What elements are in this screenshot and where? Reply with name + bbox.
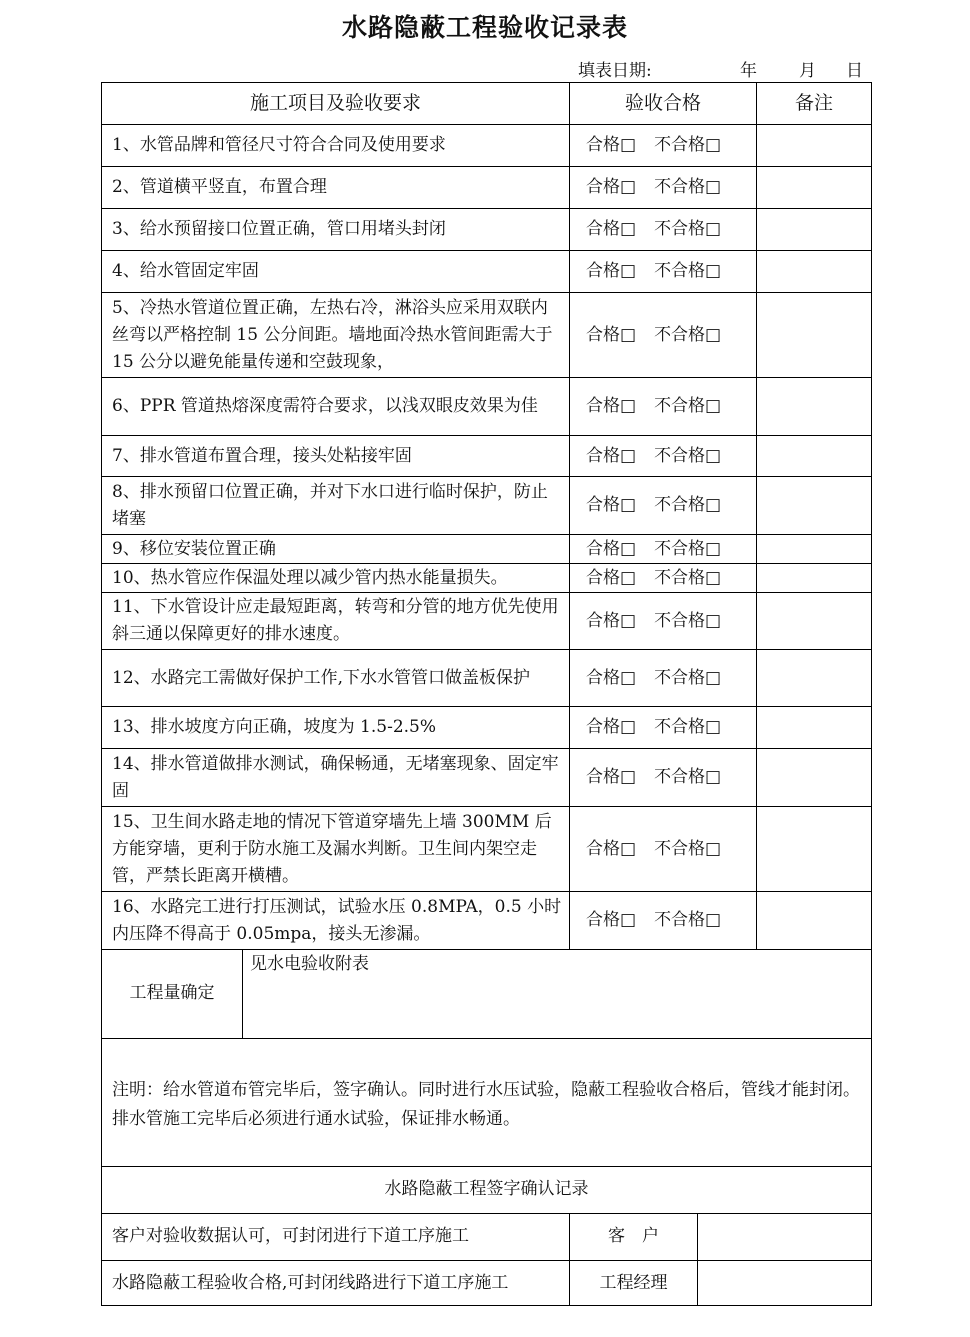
requirement-text: 13、排水坡度方向正确，坡度为 1.5-2.5% (112, 717, 437, 737)
pass-checkbox[interactable]: 合格□ (586, 567, 637, 588)
remarks-field[interactable] (757, 251, 871, 292)
remarks-field[interactable] (757, 650, 871, 706)
pass-checkbox[interactable]: 合格□ (586, 610, 637, 631)
fail-checkbox[interactable]: 不合格□ (654, 495, 722, 515)
remarks-field[interactable] (757, 593, 871, 649)
customer-role: 客 户 (608, 1226, 659, 1246)
signature-title: 水路隐蔽工程签字确认记录 (384, 1179, 589, 1199)
pass-checkbox[interactable]: 合格□ (586, 538, 637, 559)
fail-checkbox[interactable]: 不合格□ (654, 767, 722, 787)
fail-checkbox[interactable]: 不合格□ (654, 261, 722, 281)
remarks-field[interactable] (757, 167, 871, 208)
remarks-field[interactable] (757, 707, 871, 748)
requirement-text: 7、排水管道布置合理，接头处粘接牢固 (112, 445, 412, 466)
pass-checkbox[interactable]: 合格□ (586, 495, 637, 515)
pass-checkbox[interactable]: 合格□ (586, 135, 637, 155)
customer-statement: 客户对验收数据认可，可封闭进行下道工序施工 (112, 1226, 469, 1246)
fail-checkbox[interactable]: 不合格□ (654, 838, 722, 859)
fill-date-label: 填表日期: (578, 61, 652, 81)
fail-checkbox[interactable]: 不合格□ (654, 177, 722, 197)
remarks-field[interactable] (757, 293, 871, 377)
remarks-field[interactable] (757, 564, 871, 592)
requirement-text: 12、水路完工需做好保护工作,下水水管管口做盖板保护 (112, 667, 531, 688)
table-grid-line (242, 949, 243, 1038)
remarks-field[interactable] (757, 125, 871, 166)
result-options (586, 167, 756, 208)
result-options (586, 892, 756, 949)
requirement-text: 16、水路完工进行打压测试，试验水压 0.8MPA，0.5 小时内压降不得高于 0.05mpa，接头无渗漏。 (112, 896, 562, 944)
result-options (586, 293, 756, 377)
requirement-text: 1、水管品牌和管径尺寸符合合同及使用要求 (112, 135, 446, 155)
pass-checkbox[interactable]: 合格□ (586, 910, 637, 930)
result-options (586, 378, 756, 435)
header-result: 验收合格 (624, 91, 701, 114)
manager-signature-field[interactable] (698, 1261, 870, 1305)
manager-role: 工程经理 (599, 1272, 668, 1293)
result-options (586, 477, 756, 534)
pass-checkbox[interactable]: 合格□ (586, 717, 637, 737)
result-options (586, 125, 756, 166)
result-options (586, 251, 756, 292)
remarks-field[interactable] (757, 535, 871, 563)
quantity-label: 工程量确定 (129, 983, 215, 1003)
remarks-field[interactable] (757, 807, 871, 891)
fail-checkbox[interactable]: 不合格□ (654, 567, 722, 588)
result-options (586, 749, 756, 806)
pass-checkbox[interactable]: 合格□ (586, 261, 637, 281)
result-options (586, 564, 756, 592)
fail-checkbox[interactable]: 不合格□ (654, 610, 722, 631)
header-items: 施工项目及验收要求 (249, 91, 421, 114)
requirement-text: 6、PPR 管道热熔深度需符合要求，以浅双眼皮效果为佳 (112, 396, 538, 416)
page-title: 水路隐蔽工程验收记录表 (341, 13, 628, 42)
requirement-text: 10、热水管应作保温处理以减少管内热水能量损失。 (112, 567, 508, 588)
pass-checkbox[interactable]: 合格□ (586, 177, 637, 197)
header-remarks: 备注 (794, 91, 833, 114)
requirement-text: 4、给水管固定牢固 (112, 261, 259, 281)
pass-checkbox[interactable]: 合格□ (586, 396, 637, 416)
fail-checkbox[interactable]: 不合格□ (654, 667, 722, 688)
fail-checkbox[interactable]: 不合格□ (654, 396, 722, 416)
fail-checkbox[interactable]: 不合格□ (654, 445, 722, 466)
remarks-field[interactable] (757, 209, 871, 250)
result-options (586, 593, 756, 649)
month-label: 月 (799, 61, 816, 81)
remarks-field[interactable] (757, 378, 871, 435)
quantity-value: 见水电验收附表 (250, 954, 369, 974)
requirement-text: 11、下水管设计应走最短距离，转弯和分管的地方优先使用斜三通以保障更好的排水速度。 (112, 597, 559, 644)
table-grid-line (569, 82, 570, 949)
fail-checkbox[interactable]: 不合格□ (654, 717, 722, 737)
result-options (586, 807, 756, 891)
pass-checkbox[interactable]: 合格□ (586, 667, 637, 688)
fail-checkbox[interactable]: 不合格□ (654, 135, 722, 155)
day-label: 日 (846, 61, 863, 81)
note-text: 注明：给水管道布管完毕后，签字确认。同时进行水压试验，隐蔽工程验收合格后，管线才能封闭。排水管施工完毕后必须进行通水试验，保证排水畅通。 (112, 1080, 860, 1129)
remarks-field[interactable] (757, 892, 871, 949)
result-options (586, 535, 756, 563)
requirement-text: 8、排水预留口位置正确，并对下水口进行临时保护，防止堵塞 (112, 481, 548, 529)
customer-signature-field[interactable] (698, 1214, 870, 1259)
pass-checkbox[interactable]: 合格□ (586, 324, 637, 345)
fail-checkbox[interactable]: 不合格□ (654, 538, 722, 559)
requirement-text: 9、移位安装位置正确 (112, 538, 276, 559)
pass-checkbox[interactable]: 合格□ (586, 219, 637, 239)
requirement-text: 5、冷热水管道位置正确，左热右冷，淋浴头应采用双联内丝弯以严格控制 15 公分间距。墙地面冷热水管间距需大于 15 公分以避免能量传递和空鼓现象， (112, 297, 553, 372)
pass-checkbox[interactable]: 合格□ (586, 445, 637, 466)
remarks-field[interactable] (757, 436, 871, 476)
pass-checkbox[interactable]: 合格□ (586, 767, 637, 787)
result-options (586, 650, 756, 706)
requirement-text: 14、排水管道做排水测试，确保畅通，无堵塞现象、固定牢固 (112, 753, 559, 801)
fill-date-line (578, 56, 868, 80)
result-options (586, 209, 756, 250)
fail-checkbox[interactable]: 不合格□ (654, 910, 722, 930)
remarks-field[interactable] (757, 477, 871, 534)
result-options (586, 707, 756, 748)
requirement-text: 2、管道横平竖直，布置合理 (112, 177, 327, 197)
manager-statement: 水路隐蔽工程验收合格,可封闭线路进行下道工序施工 (112, 1272, 509, 1293)
table-grid-line (101, 1038, 872, 1039)
fail-checkbox[interactable]: 不合格□ (654, 324, 722, 345)
year-label: 年 (740, 61, 757, 81)
result-options (586, 436, 756, 476)
remarks-field[interactable] (757, 749, 871, 806)
fail-checkbox[interactable]: 不合格□ (654, 219, 722, 239)
pass-checkbox[interactable]: 合格□ (586, 838, 637, 859)
requirement-text: 3、给水预留接口位置正确，管口用堵头封闭 (112, 219, 446, 239)
requirement-text: 15、卫生间水路走地的情况下管道穿墙先上墙 300MM 后方能穿墙，更利于防水施工及漏水判断。卫生间内架空走管，严禁长距离开横槽。 (112, 811, 552, 886)
